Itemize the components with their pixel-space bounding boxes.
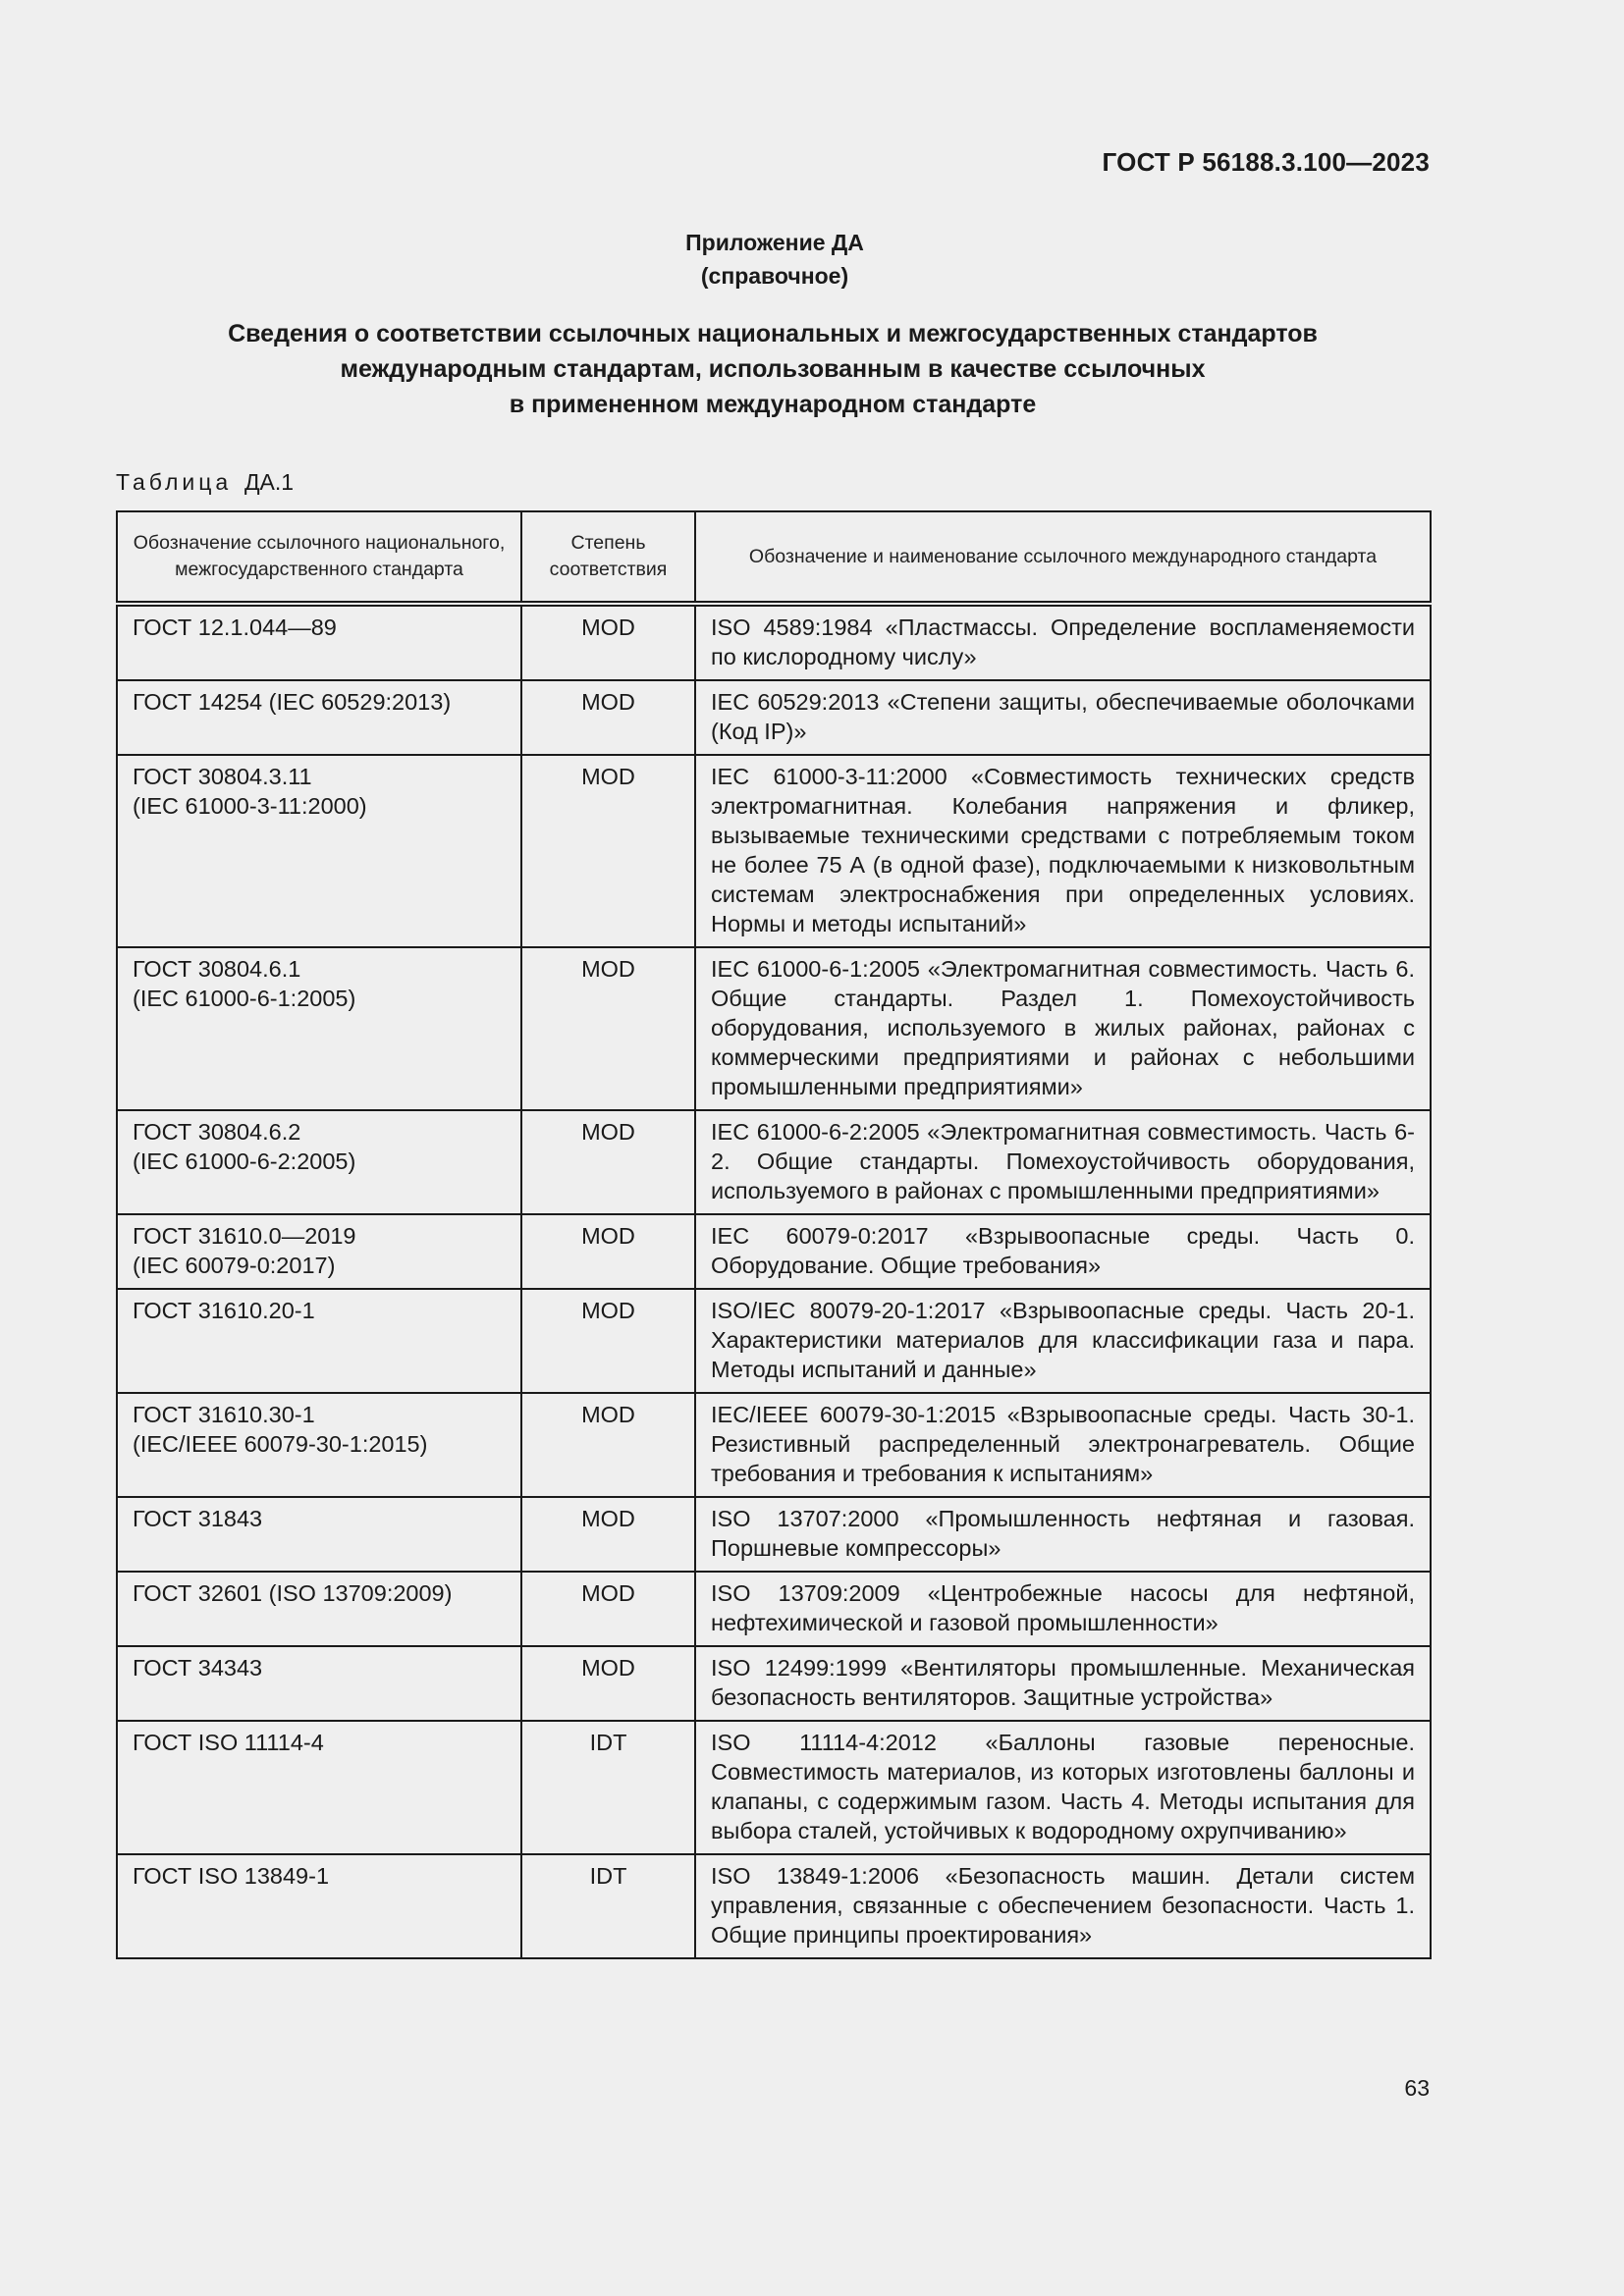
document-code: ГОСТ Р 56188.3.100—2023 — [1102, 147, 1430, 177]
table-row — [117, 1721, 1431, 1854]
national-standard-cell: ГОСТ 31610.30-1 (IEC/IEEE 60079-30-1:2015) — [117, 1393, 521, 1497]
annex-title: Приложение ДА — [685, 230, 864, 255]
table-row — [117, 1110, 1431, 1214]
international-standard-cell: IEC 61000-6-1:2005 «Электромагнитная совместимость. Часть 6. Общие стандарты. Раздел 1. Помехоустойчивость оборудования, используемого в жилых районах, районах с коммерческими предприятиями и районах с небольшими промышленными предприятиями» — [695, 947, 1431, 1110]
page-number: 63 — [1404, 2075, 1430, 2101]
international-standard-cell: IEC 60079-0:2017 «Взрывоопасные среды. Часть 0. Оборудование. Общие требования» — [695, 1214, 1431, 1289]
header-international-standard: Обозначение и наименование ссылочного международного стандарта — [695, 511, 1431, 604]
table-row — [117, 1497, 1431, 1572]
header-national-standard: Обозначение ссылочного национального, межгосударственного стандарта — [117, 511, 521, 604]
international-standard-cell: IEC 60529:2013 «Степени защиты, обеспечиваемые оболочками (Код IP)» — [695, 680, 1431, 755]
table-body — [117, 604, 1431, 1958]
table-row — [117, 1393, 1431, 1497]
national-standard-cell: ГОСТ 30804.6.2 (IEC 61000-6-2:2005) — [117, 1110, 521, 1214]
table-row — [117, 1646, 1431, 1721]
table-caption — [116, 469, 294, 496]
table-caption-word: Таблица — [116, 469, 233, 495]
reference-table — [116, 510, 1432, 1959]
table-row — [117, 755, 1431, 947]
degree-cell: MOD — [521, 1572, 695, 1646]
international-standard-cell: ISO/IEC 80079-20-1:2017 «Взрывоопасные среды. Часть 20-1. Характеристики материалов для классификации газа и пара. Методы испытаний и данные» — [695, 1289, 1431, 1393]
heading-line: в примененном международном стандарте — [509, 391, 1037, 418]
international-standard-cell: ISO 4589:1984 «Пластмассы. Определение воспламеняемости по кислородному числу» — [695, 604, 1431, 680]
table-row — [117, 1289, 1431, 1393]
table-header-row — [117, 511, 1431, 604]
degree-cell: IDT — [521, 1854, 695, 1958]
degree-cell: MOD — [521, 1289, 695, 1393]
table-row — [117, 1572, 1431, 1646]
table-row — [117, 947, 1431, 1110]
table-row — [117, 1214, 1431, 1289]
table-row — [117, 1854, 1431, 1958]
national-standard-cell: ГОСТ ISO 11114-4 — [117, 1721, 521, 1854]
national-standard-cell: ГОСТ 32601 (ISO 13709:2009) — [117, 1572, 521, 1646]
degree-cell: MOD — [521, 947, 695, 1110]
table-row — [117, 680, 1431, 755]
international-standard-cell: ISO 13707:2000 «Промышленность нефтяная и газовая. Поршневые компрессоры» — [695, 1497, 1431, 1572]
heading-line: Сведения о соответствии ссылочных национальных и межгосударственных стандартов — [228, 320, 1318, 347]
table-caption-id: ДА.1 — [244, 469, 295, 495]
degree-cell: MOD — [521, 1497, 695, 1572]
international-standard-cell: ISO 12499:1999 «Вентиляторы промышленные. Механическая безопасность вентиляторов. Защитные устройства» — [695, 1646, 1431, 1721]
national-standard-cell: ГОСТ 30804.3.11 (IEC 61000-3-11:2000) — [117, 755, 521, 947]
annex-type: (справочное) — [700, 263, 849, 289]
international-standard-cell: IEC 61000-3-11:2000 «Совместимость технических средств электромагнитная. Колебания напряжения и фликер, вызываемые техническими средствами с потребляемым током не более 75 А (в одной фазе), подключаемыми к низковольтным системам электроснабжения при определенных условиях. Нормы и методы испытаний» — [695, 755, 1431, 947]
international-standard-cell: IEC/IEEE 60079-30-1:2015 «Взрывоопасные среды. Часть 30-1. Резистивный распределенный электронагреватель. Общие требования и требования к испытаниям» — [695, 1393, 1431, 1497]
annex-header — [0, 226, 1549, 293]
international-standard-cell: IEC 61000-6-2:2005 «Электромагнитная совместимость. Часть 6-2. Общие стандарты. Помехоустойчивость оборудования, используемого в районах с промышленными предприятиями» — [695, 1110, 1431, 1214]
national-standard-cell: ГОСТ 31610.0—2019 (IEC 60079-0:2017) — [117, 1214, 521, 1289]
degree-cell: MOD — [521, 1110, 695, 1214]
header-degree: Степень соответствия — [521, 511, 695, 604]
degree-cell: MOD — [521, 1646, 695, 1721]
degree-cell: IDT — [521, 1721, 695, 1854]
national-standard-cell: ГОСТ ISO 13849-1 — [117, 1854, 521, 1958]
international-standard-cell: ISO 11114-4:2012 «Баллоны газовые переносные. Совместимость материалов, из которых изготовлены баллоны и клапаны, с содержимым газом. Часть 4. Методы испытания для выбора сталей, устойчивых к водородному охрупчиванию» — [695, 1721, 1431, 1854]
degree-cell: MOD — [521, 604, 695, 680]
national-standard-cell: ГОСТ 31843 — [117, 1497, 521, 1572]
national-standard-cell: ГОСТ 30804.6.1 (IEC 61000-6-1:2005) — [117, 947, 521, 1110]
degree-cell: MOD — [521, 755, 695, 947]
international-standard-cell: ISO 13849-1:2006 «Безопасность машин. Детали систем управления, связанные с обеспечением безопасности. Часть 1. Общие принципы проектирования» — [695, 1854, 1431, 1958]
degree-cell: MOD — [521, 1393, 695, 1497]
degree-cell: MOD — [521, 680, 695, 755]
national-standard-cell: ГОСТ 12.1.044—89 — [117, 604, 521, 680]
international-standard-cell: ISO 13709:2009 «Центробежные насосы для нефтяной, нефтехимической и газовой промышленности» — [695, 1572, 1431, 1646]
section-heading — [116, 316, 1430, 422]
national-standard-cell: ГОСТ 31610.20-1 — [117, 1289, 521, 1393]
national-standard-cell: ГОСТ 14254 (IEC 60529:2013) — [117, 680, 521, 755]
table-row — [117, 604, 1431, 680]
national-standard-cell: ГОСТ 34343 — [117, 1646, 521, 1721]
degree-cell: MOD — [521, 1214, 695, 1289]
heading-line: международным стандартам, использованным в качестве ссылочных — [340, 355, 1206, 383]
